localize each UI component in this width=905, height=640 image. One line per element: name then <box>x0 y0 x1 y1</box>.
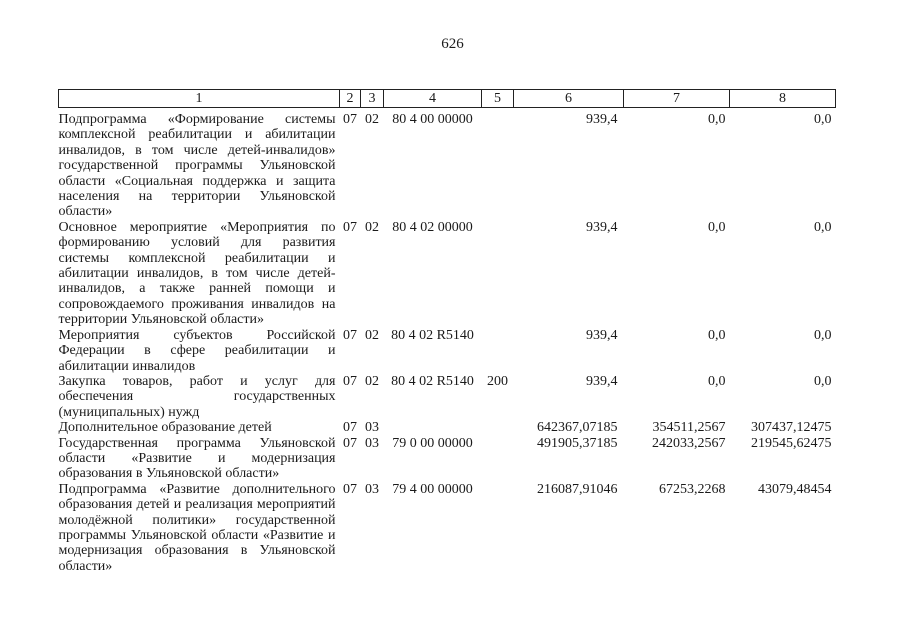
section-code: 07 <box>343 481 357 497</box>
subsection-code: 02 <box>365 112 379 127</box>
subsection-code: 02 <box>365 373 379 389</box>
subsection-code: 02 <box>365 219 379 235</box>
budget-table <box>58 89 836 574</box>
subsection-code: 03 <box>365 420 379 436</box>
amount-col-8: 307437,12475 <box>751 420 832 436</box>
subsection-code: 02 <box>365 327 379 343</box>
column-header-5: 5 <box>482 90 514 108</box>
expense-type-code <box>482 436 514 482</box>
section-code: 07 <box>343 112 357 127</box>
column-header-2: 2 <box>340 90 361 108</box>
expense-type-code <box>482 482 514 574</box>
page-number: 626 <box>441 36 464 52</box>
section-code: 07 <box>343 435 357 451</box>
amount-col-7: 0,0 <box>708 219 726 235</box>
expense-type-code <box>482 220 514 328</box>
row-description: Основное мероприятие «Мероприятия по формированию условий для развития системы комплексной реабилитации и абилитации инвалидов, в том числе детей-инвалидов, а также ранней помощи и сопровождаемого проживания инвалидов на территории Ульяновской области» <box>58 219 336 328</box>
row-description: Дополнительное образование детей <box>58 420 272 436</box>
table-row <box>59 328 836 374</box>
target-article-code: 79 0 00 00000 <box>392 435 473 451</box>
section-code: 07 <box>343 420 357 436</box>
amount-col-7: 0,0 <box>708 327 726 343</box>
target-article-code <box>384 420 482 435</box>
subsection-code: 03 <box>365 435 379 451</box>
row-description: Закупка товаров, работ и услуг для обеспечения государственных (муниципальных) нужд <box>58 373 336 420</box>
column-header-7: 7 <box>624 90 730 108</box>
row-description: Подпрограмма «Формирование системы комплексной реабилитации и абилитации инвалидов, в том числе детей-инвалидов» государственной программы Ульяновской области «Социальная поддержка и защита населения на территории Ульяновской области» <box>58 112 336 220</box>
row-description: Мероприятия субъектов Российской Федерации в сфере реабилитации и абилитации инвалидов <box>58 327 336 374</box>
table-row <box>59 420 836 435</box>
table-row <box>59 436 836 482</box>
column-header-6: 6 <box>514 90 624 108</box>
section-code: 07 <box>343 219 357 235</box>
amount-col-6: 939,4 <box>586 219 618 235</box>
table-row <box>59 374 836 420</box>
table-header <box>59 90 836 108</box>
amount-col-8: 0,0 <box>814 373 832 389</box>
amount-col-8: 0,0 <box>814 112 832 127</box>
amount-col-8: 0,0 <box>814 219 832 235</box>
row-description: Государственная программа Ульяновской области «Развитие и модернизация образования в Ульяновской области» <box>58 435 336 482</box>
section-code: 07 <box>343 373 357 389</box>
amount-col-6: 491905,37185 <box>537 435 618 451</box>
column-header-3: 3 <box>361 90 384 108</box>
target-article-code: 80 4 02 R5140 <box>391 373 474 389</box>
amount-col-6: 939,4 <box>586 373 618 389</box>
expense-type-code: 200 <box>487 373 508 389</box>
amount-col-7: 242033,2567 <box>652 435 726 451</box>
amount-col-7: 354511,2567 <box>652 420 726 436</box>
amount-col-8: 43079,48454 <box>758 481 832 497</box>
subsection-code: 03 <box>365 481 379 497</box>
amount-col-8: 0,0 <box>814 327 832 343</box>
amount-col-7: 0,0 <box>708 112 726 127</box>
column-header-8: 8 <box>730 90 836 108</box>
target-article-code: 80 4 02 R5140 <box>391 327 474 343</box>
amount-col-6: 216087,91046 <box>537 481 618 497</box>
target-article-code: 80 4 02 00000 <box>392 219 473 235</box>
table-row <box>59 220 836 328</box>
amount-col-7: 67253,2268 <box>659 481 726 497</box>
target-article-code: 79 4 00 00000 <box>392 481 473 497</box>
row-description: Подпрограмма «Развитие дополнительного образования детей и реализация мероприятий молодёжной политики» государственной программы Ульяновской области «Развитие и модернизация образования в Ульяновской области» <box>58 481 336 574</box>
table-row <box>59 112 836 220</box>
expense-type-code <box>482 112 514 220</box>
amount-col-6: 939,4 <box>586 112 618 127</box>
expense-type-code <box>482 328 514 374</box>
expense-type-code <box>482 420 514 435</box>
table-row <box>59 482 836 574</box>
section-code: 07 <box>343 327 357 343</box>
amount-col-6: 642367,07185 <box>537 420 618 436</box>
target-article-code: 80 4 00 00000 <box>392 112 473 127</box>
amount-col-8: 219545,62475 <box>751 435 832 451</box>
amount-col-6: 939,4 <box>586 327 618 343</box>
column-header-4: 4 <box>384 90 482 108</box>
amount-col-7: 0,0 <box>708 373 726 389</box>
column-header-1: 1 <box>59 90 340 108</box>
